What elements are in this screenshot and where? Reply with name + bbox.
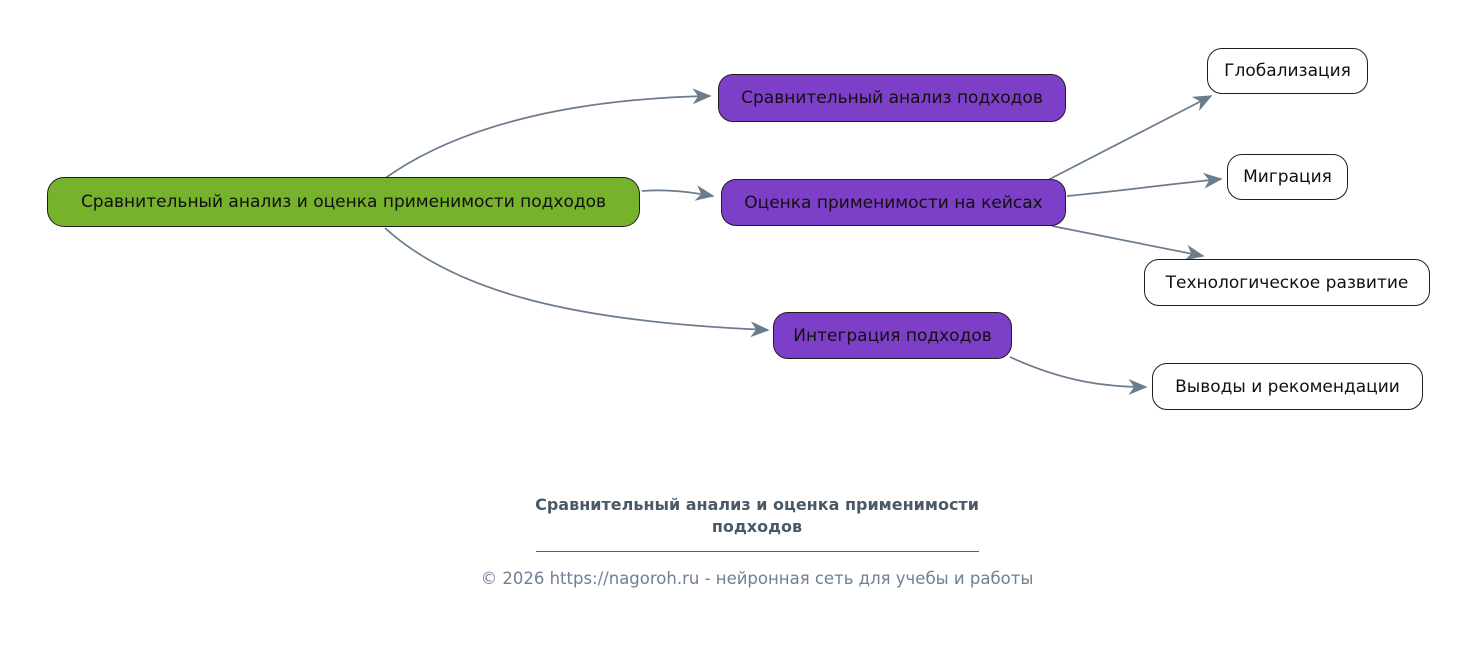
branch-label: Интеграция подходов [793, 325, 992, 346]
footer-copyright: © 2026 https://nagoroh.ru - нейронная сеть для учебы и работы [480, 569, 1034, 588]
footer-title: Сравнительный анализ и оценка применимости подходов [535, 495, 979, 536]
mindmap-root-label: Сравнительный анализ и оценка применимости подходов [80, 192, 607, 212]
branch-label: Сравнительный анализ подходов [741, 88, 1043, 108]
footer-divider [536, 551, 979, 552]
branch-label: Оценка применимости на кейсах [744, 192, 1043, 213]
mindmap-branch-case-applicability [721, 179, 1066, 226]
mindmap-branch-integration [773, 312, 1012, 359]
leaf-label: Миграция [1243, 167, 1332, 187]
mindmap-root-node [47, 177, 640, 227]
mindmap-leaf-globalization [1207, 48, 1368, 94]
leaf-label: Выводы и рекомендации [1175, 376, 1400, 397]
connector-root-to-branch-1 [642, 190, 713, 196]
footer [427, 494, 1087, 589]
connector-root-to-branch-2 [385, 228, 768, 330]
mindmap-leaf-migration [1227, 154, 1348, 200]
connector-branch-2-to-leaf-3 [1010, 357, 1146, 387]
connector-branch-1-to-leaf-1 [1067, 179, 1221, 196]
mindmap-branch-comparative-analysis [718, 74, 1066, 122]
mindmap-leaf-technological-development [1144, 259, 1430, 306]
connector-branch-1-to-leaf-2 [1052, 226, 1203, 256]
leaf-label: Глобализация [1224, 61, 1351, 81]
connector-branch-1-to-leaf-0 [1046, 96, 1211, 181]
connector-root-to-branch-0 [384, 96, 710, 179]
mindmap-leaf-conclusions [1152, 363, 1423, 410]
leaf-label: Технологическое развитие [1165, 272, 1409, 293]
